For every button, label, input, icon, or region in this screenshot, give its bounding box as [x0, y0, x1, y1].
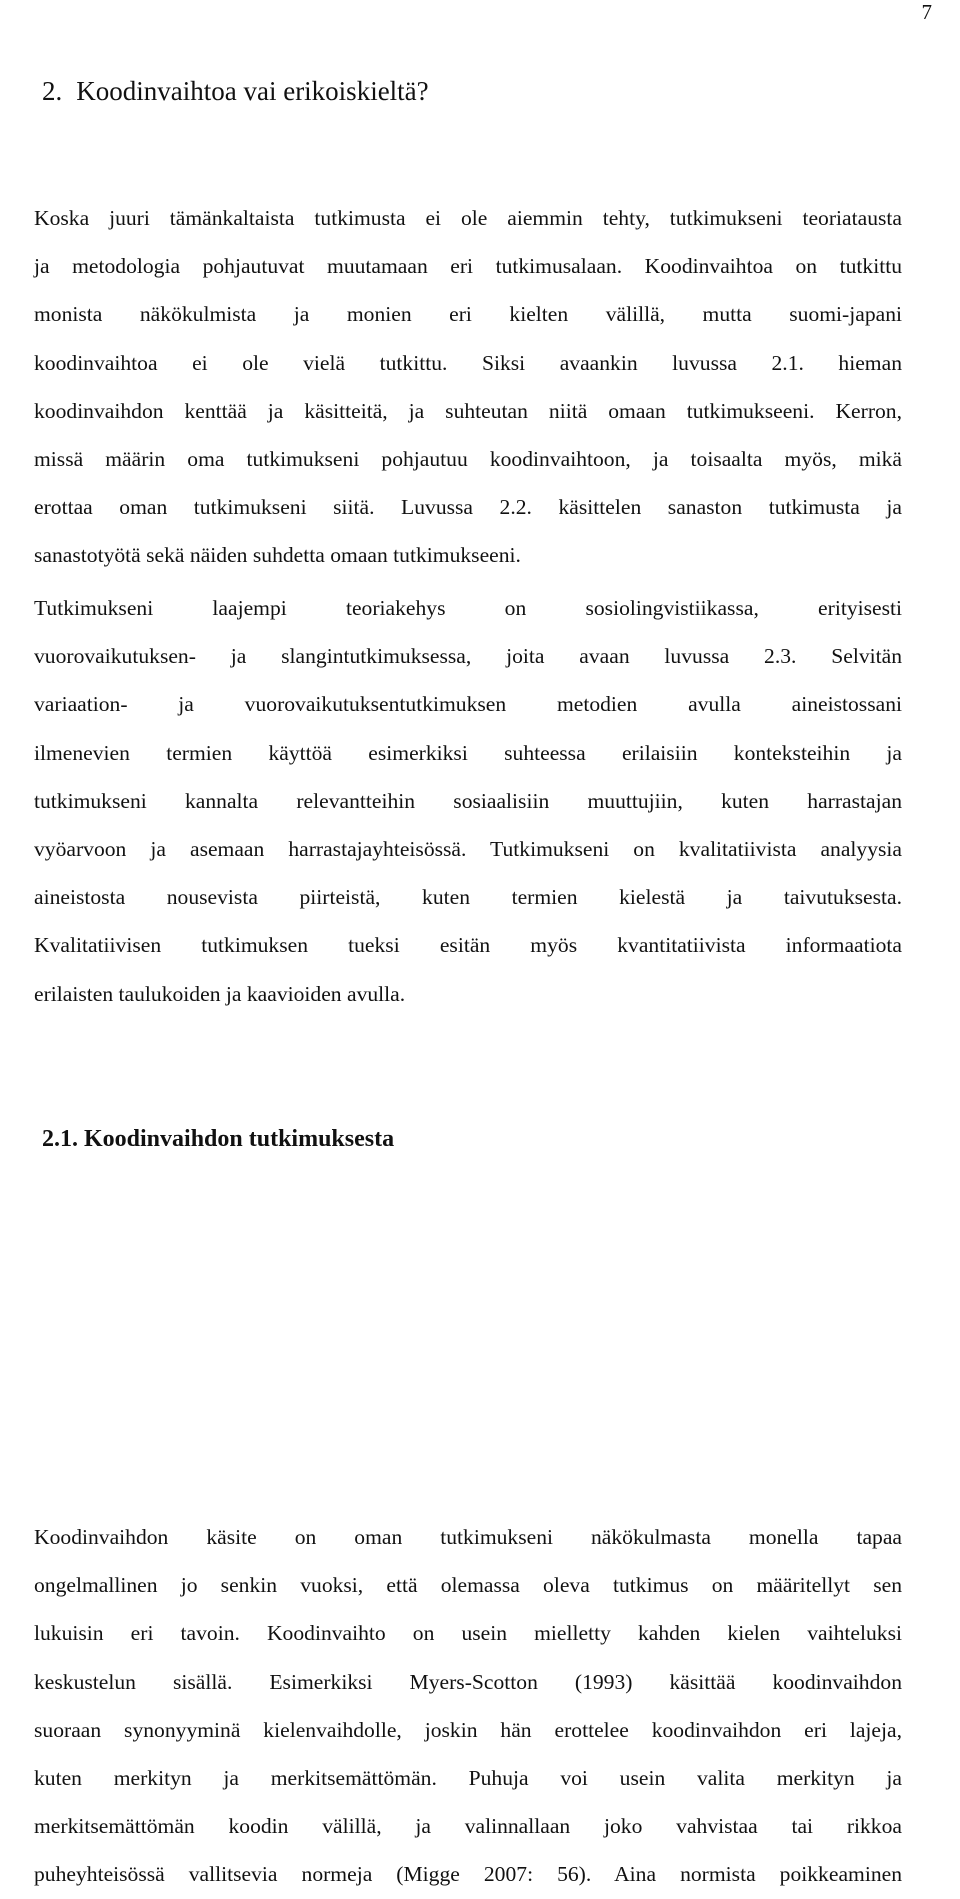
text-line: koodinvaihdon kenttää ja käsitteitä, ja suhteutan niitä omaan tutkimukseeni. Kerron, [34, 398, 902, 423]
text-line: ilmenevien termien käyttöä esimerkiksi suhteessa erilaisiin konteksteihin ja [34, 740, 902, 765]
text-line: Koska juuri tämänkaltaista tutkimusta ei ole aiemmin tehty, tutkimukseni teoriatausta [34, 206, 902, 230]
section-title: Koodinvaihtoa vai erikoiskieltä? [76, 76, 429, 106]
text-line: lukuisin eri tavoin. Koodinvaihto on usein mielletty kahden kielen vaihteluksi [34, 1621, 902, 1646]
text-line: ja metodologia pohjautuvat muutamaan eri tutkimusalaan. Koodinvaihtoa on tutkittu [34, 254, 902, 279]
text-line: sanastotyötä sekä näiden suhdetta omaan tutkimukseeni. [34, 543, 521, 568]
text-line: monista näkökulmista ja monien eri kielten välillä, mutta suomi-japani [34, 302, 902, 327]
text-line: koodinvaihtoa ei ole vielä tutkittu. Siksi avaankin luvussa 2.1. hieman [34, 350, 902, 375]
text-line: variaation- ja vuorovaikutuksentutkimuksen metodien avulla aineistossani [34, 692, 902, 717]
subsection-title: Koodinvaihdon tutkimuksesta [84, 1126, 395, 1152]
subsection-heading [42, 1124, 394, 1154]
text-line: erottaa oman tutkimukseni siitä. Luvussa 2.2. käsittelen sanaston tutkimusta ja [34, 495, 902, 520]
paragraph-codeswitching [34, 1513, 902, 1899]
text-line: Tutkimukseni laajempi teoriakehys on sosiolingvistiikassa, erityisesti [34, 596, 902, 620]
text-line: aineistosta nousevista piirteistä, kuten termien kielestä ja taivutuksesta. [34, 885, 902, 910]
text-line: merkitsemättömän koodin välillä, ja valinnallaan joko vahvistaa tai rikkoa [34, 1814, 902, 1839]
text-line: tutkimukseni kannalta relevantteihin sosiaalisiin muuttujiin, kuten harrastajan [34, 788, 902, 813]
page-number: 7 [921, 0, 932, 24]
section-heading [42, 73, 429, 109]
paragraph-theory [34, 584, 902, 1018]
text-line: Koodinvaihdon käsite on oman tutkimukseni näkökulmasta monella tapaa [34, 1525, 902, 1549]
section-number: 2. [42, 76, 63, 106]
text-line: ongelmallinen jo senkin vuoksi, että olemassa oleva tutkimus on määritellyt sen [34, 1573, 902, 1598]
text-line: missä määrin oma tutkimukseni pohjautuu koodinvaihtoon, ja toisaalta myös, mikä [34, 446, 902, 471]
text-line: kuten merkityn ja merkitsemättömän. Puhuja voi usein valita merkityn ja [34, 1765, 902, 1790]
text-line: keskustelun sisällä. Esimerkiksi Myers-Scotton (1993) käsittää koodinvaihdon [34, 1669, 902, 1694]
paragraph-intro [34, 194, 902, 580]
text-line: puheyhteisössä vallitsevia normeja (Migge 2007: 56). Aina normista poikkeaminen [34, 1862, 902, 1887]
text-line: erilaisten taulukoiden ja kaavioiden avulla. [34, 981, 406, 1006]
text-line: Kvalitatiivisen tutkimuksen tueksi esitän myös kvantitatiivista informaatiota [34, 933, 902, 958]
text-line: vuorovaikutuksen- ja slangintutkimuksessa, joita avaan luvussa 2.3. Selvitän [34, 644, 902, 669]
text-line: vyöarvoon ja asemaan harrastajayhteisössä. Tutkimukseni on kvalitatiivista analyysia [34, 836, 902, 861]
subsection-number: 2.1. [42, 1126, 78, 1152]
text-line: suoraan synonyyminä kielenvaihdolle, joskin hän erottelee koodinvaihdon eri lajeja, [34, 1717, 902, 1742]
